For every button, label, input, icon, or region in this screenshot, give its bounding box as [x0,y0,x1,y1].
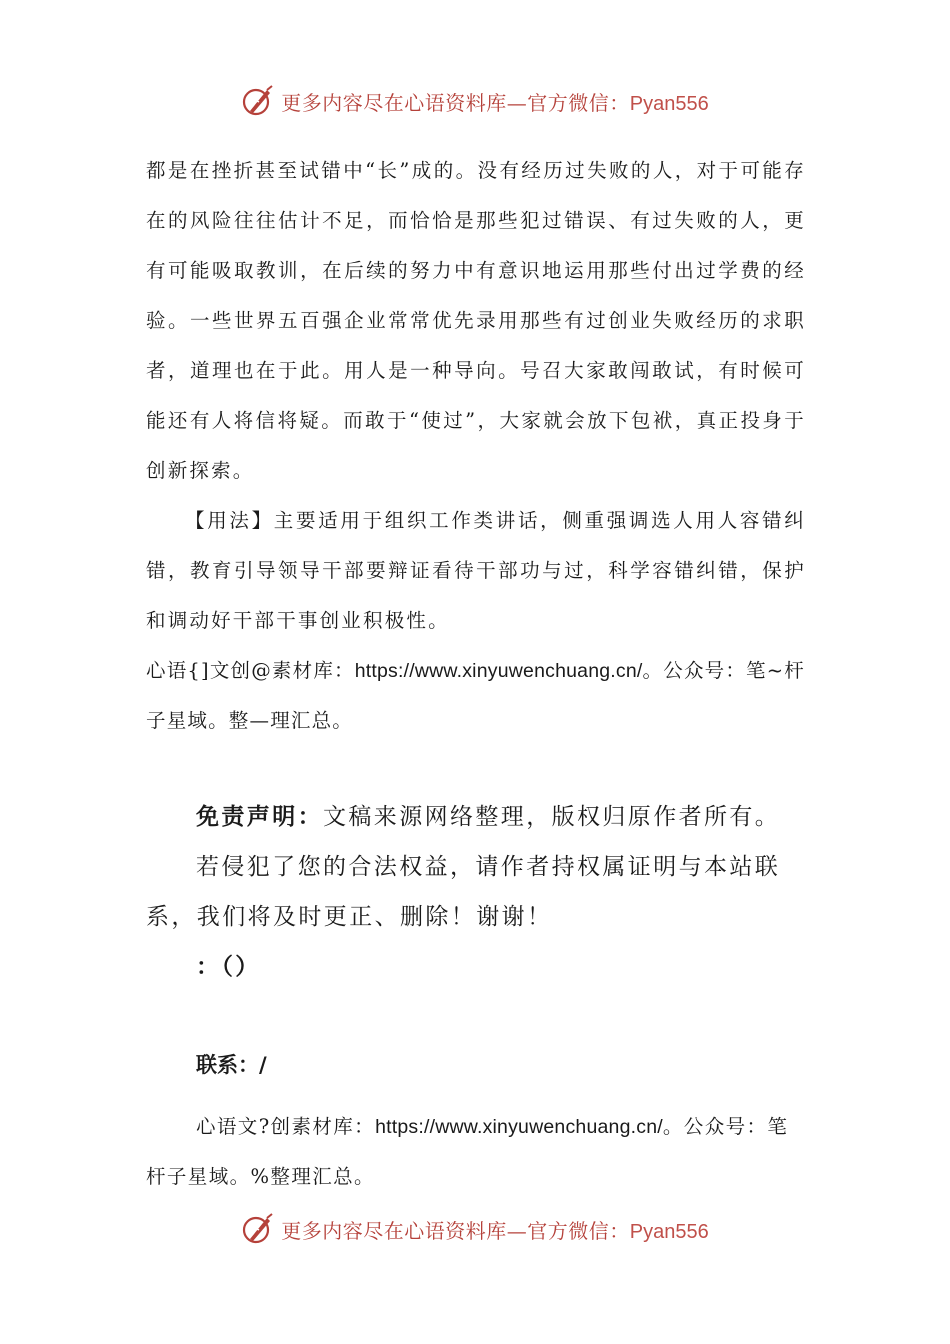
contact-source-attribution: 心语文?创素材库：https://www.xinyuwenchuang.cn/。公众号：笔杆子星域。%整理汇总。 [146,1115,789,1188]
footer-wechat-id: Pyan556 [629,1220,709,1243]
footer-banner-text: 更多内容尽在心语资料库—官方微信：Pyan556 [281,1218,709,1243]
quill-logo-icon [241,84,275,118]
usage-paragraph: 【用法】主要适用于组织工作类讲话，侧重强调选人用人容错纠错，教育引导领导干部要辩证看待干部功与过，科学容错纠错，保护和调动好干部干事创业积极性。 [146,509,806,632]
disclaimer-section [146,792,806,992]
contact-source-url: https://www.xinyuwenchuang.cn/ [375,1116,663,1138]
document-body [146,146,806,746]
contact-section [146,1040,806,1202]
quill-logo-icon [241,1212,275,1246]
disclaimer-line-3: ：（） [196,954,261,980]
source-url: https://www.xinyuwenchuang.cn/ [354,660,643,682]
body-paragraph: 都是在挫折甚至试错中“长”成的。没有经历过失败的人，对于可能存在的风险往往估计不足，而恰恰是那些犯过错误、有过失败的人，更有可能吸取教训，在后续的努力中有意识地运用那些付出过学费的经验。一些世界五百强企业常常优先录用那些有过创业失败经历的求职者，道理也在于此。用人是一种导向。号召大家敢闯敢试，有时候可能还有人将信将疑。而敢于“使过”，大家就会放下包袱，真正投身于创新探索。 [146,159,806,482]
header-wechat-id: Pyan556 [629,92,709,115]
disclaimer-line-1: 免责声明：文稿来源网络整理，版权归原作者所有。 [196,804,781,830]
page-header-banner [0,84,950,118]
disclaimer-label: 免责声明： [196,804,323,830]
disclaimer-line-2: 若侵犯了您的合法权益，请作者持权属证明与本站联系，我们将及时更正、删除！谢谢！ [146,854,781,930]
source-attribution: 心语{]文创@素材库：https://www.xinyuwenchuang.cn/。公众号：笔~杆子星域。整—理汇总。 [146,659,805,732]
header-banner-text: 更多内容尽在心语资料库—官方微信：Pyan556 [281,90,709,115]
contact-label: 联系：/ [196,1053,267,1077]
page-footer-banner [0,1212,950,1246]
